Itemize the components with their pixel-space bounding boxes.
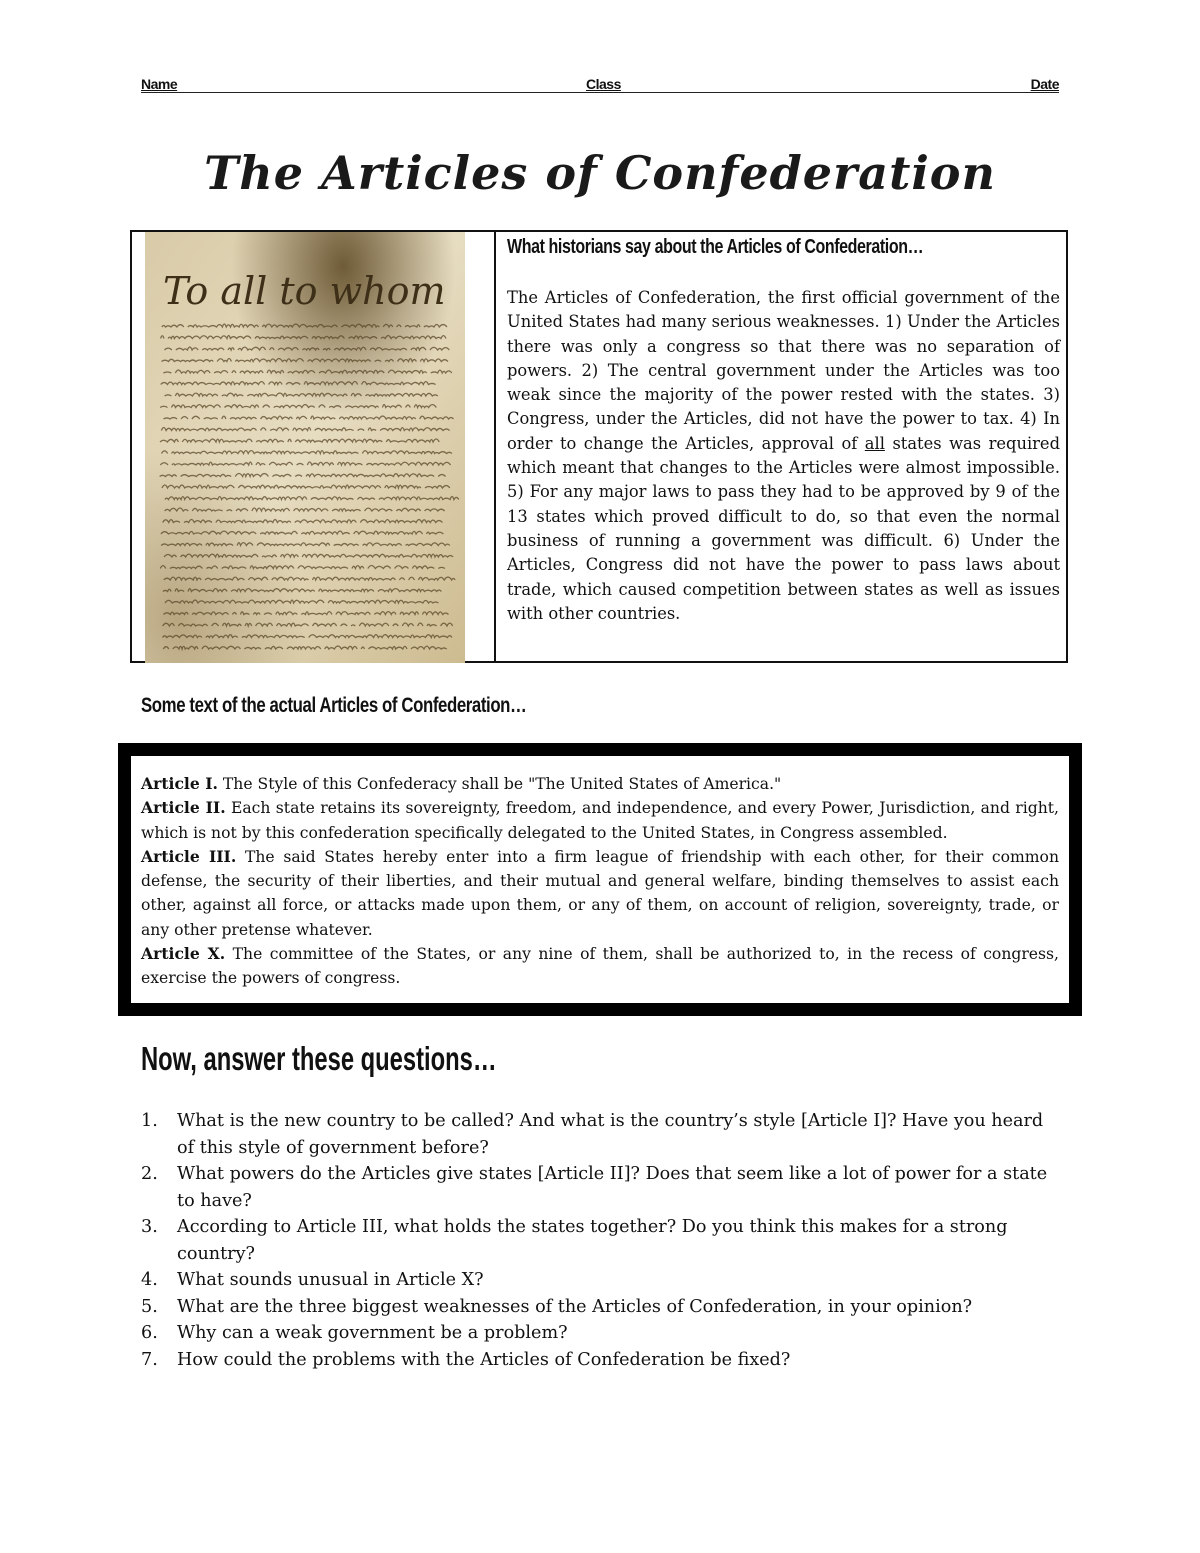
- actual-text-heading: Some text of the actual Articles of Confederation…: [141, 694, 527, 717]
- historians-heading: What historians say about the Articles of Confederation…: [507, 236, 924, 258]
- article-ii: Article II. Each state retains its sovereignty, freedom, and independence, and every Power, Jurisdiction, and right, which is not by this confederation specifically delegated to the United States, in Congress assembled.: [141, 798, 1059, 842]
- question-item: 7. How could the problems with the Articles of Confederation be fixed?: [141, 1349, 791, 1370]
- historians-paragraph: The Articles of Confederation, the first official government of the United States had many serious weaknesses. 1) Under the Articles there was only a congress so that there was no separation of powers. 2) The central government under the Articles was too weak since the majority of the power rested with the states. 3) Congress, under the Articles, did not have the power to tax. 4) In order to change the Articles, approval of all states was required which meant that changes to the Articles were almost impossible. 5) For any major laws to pass they had to be approved by 9 of the 13 states which proved difficult to do, so that even the normal business of running a government was difficult. 6) Under the Articles, Congress did not have the power to pass laws about trade, which caused competition between states as well as issues with other countries.: [507, 288, 1060, 623]
- question-item: 5. What are the three biggest weaknesses of the Articles of Confederation, in your opinion?: [141, 1296, 973, 1317]
- question-item: 4. What sounds unusual in Article X?: [141, 1270, 484, 1290]
- date-label: Date: [1030, 76, 1059, 92]
- article-iii: Article III. The said States hereby enter into a firm league of friendship with each other, for their common defense, the security of their liberties, and their mutual and general welfare, binding themselves to assist each other, against all force, or attacks made upon them, or any of them, on account of religion, sovereignty, trade, or any other pretense whatever.: [141, 846, 1059, 939]
- question-item: 1. What is the new country to be called? And what is the country’s style [Article I]? Have you heard of this style of government before?: [141, 1111, 1044, 1158]
- page-title: The Articles of Confederation: [204, 146, 996, 200]
- underlined-all: all: [864, 433, 885, 453]
- historians-table: [130, 230, 1068, 663]
- name-label: Name: [141, 76, 178, 92]
- article-x: Article X. The committee of the States, or any nine of them, shall be authorized to, in the recess of congress, exercise the powers of congress.: [141, 944, 1059, 988]
- question-item: 6. Why can a weak government be a problem?: [141, 1323, 568, 1343]
- document-heading-script: To all to whom: [163, 269, 446, 313]
- questions-list: [141, 1108, 1061, 1373]
- article-i: Article I. The Style of this Confederacy shall be "The United States of America.": [141, 774, 782, 793]
- class-label: Class: [586, 76, 621, 92]
- articles-document-image: [145, 232, 465, 663]
- question-item: 2. What powers do the Articles give states [Article II]? Does that seem like a lot of power for a state to have?: [141, 1164, 1048, 1211]
- questions-heading: Now, answer these questions…: [141, 1040, 497, 1077]
- question-item: 3. According to Article III, what holds the states together? Do you think this makes for a strong country?: [141, 1217, 1008, 1264]
- articles-excerpt-box: [118, 743, 1082, 1016]
- articles-excerpt: [141, 772, 1059, 991]
- table-divider: [494, 232, 496, 661]
- name-class-date-line: [141, 74, 1059, 93]
